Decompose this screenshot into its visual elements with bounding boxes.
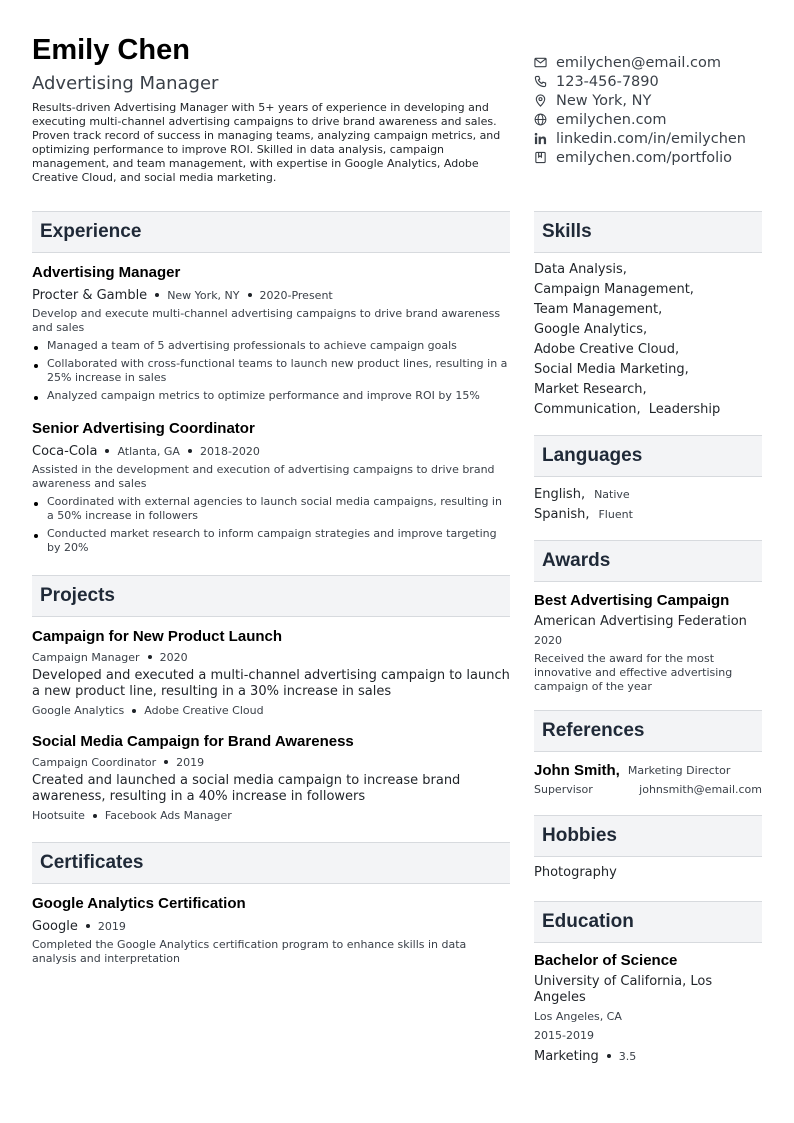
reference-name: John Smith, — [534, 762, 620, 779]
contact-email[interactable] — [534, 53, 789, 72]
certificate-year: 2019 — [97, 919, 126, 933]
project-tool: Hootsuite — [32, 809, 85, 822]
list-item: Analyzed campaign metrics to optimize performance and improve ROI by 15% — [32, 389, 510, 403]
separator-dot — [155, 293, 159, 297]
project-title: Social Media Campaign for Brand Awareness — [32, 733, 354, 750]
contact-info — [534, 53, 789, 167]
separator-dot — [164, 760, 168, 764]
references-heading: References — [534, 710, 762, 752]
project-entry — [32, 628, 510, 718]
project-tool: Google Analytics — [32, 704, 125, 717]
language-name: English, — [534, 486, 586, 502]
education-heading: Education — [534, 901, 762, 943]
language-level: Fluent — [598, 507, 633, 521]
project-role: Campaign Coordinator — [32, 755, 157, 769]
experience-entry — [32, 420, 510, 555]
languages-list — [534, 484, 762, 524]
award-organization: American Advertising Federation — [534, 614, 747, 629]
project-tool: Facebook Ads Manager — [104, 809, 232, 822]
location-text: New York, NY — [556, 92, 652, 109]
award-description: Received the award for the most innovative and effective advertising campaign of the year — [534, 652, 733, 693]
project-year: 2020 — [159, 650, 188, 664]
job-summary: Assisted in the development and execution of advertising campaigns to drive brand awareness and sales — [32, 463, 495, 490]
education-location: Los Angeles, CA — [534, 1010, 622, 1023]
award-year: 2020 — [534, 634, 562, 647]
award-title: Best Advertising Campaign — [534, 592, 730, 609]
skills-heading: Skills — [534, 211, 762, 253]
separator-dot — [132, 709, 136, 713]
certificate-title: Google Analytics Certification — [32, 895, 246, 912]
job-company: Procter & Gamble — [32, 287, 148, 303]
job-location: New York, NY — [167, 288, 240, 302]
side-column — [534, 211, 762, 1065]
list-item: Conducted market research to inform campaign strategies and improve targeting by 20% — [32, 527, 510, 555]
reference-relation: Supervisor — [534, 783, 593, 796]
certificate-description: Completed the Google Analytics certification program to enhance skills in data analysis and interpretation — [32, 938, 467, 965]
job-company: Coca-Cola — [32, 443, 98, 459]
list-item: Collaborated with cross-functional teams to launch new product lines, resulting in a 25% increase in sales — [32, 357, 510, 385]
separator-dot — [105, 449, 109, 453]
separator-dot — [148, 655, 152, 659]
project-tool: Adobe Creative Cloud — [144, 704, 264, 717]
list-item: Coordinated with external agencies to launch social media campaigns, resulting in a 50% increase in followers — [32, 495, 510, 523]
job-summary: Develop and execute multi-channel advertising campaigns to drive brand awareness and sales — [32, 307, 501, 334]
project-role: Campaign Manager — [32, 650, 140, 664]
skill-item: Campaign Management, — [534, 282, 694, 297]
separator-dot — [248, 293, 252, 297]
header — [32, 34, 512, 185]
skills-list — [534, 260, 762, 420]
skill-item: Social Media Marketing, — [534, 362, 689, 377]
education-gpa: 3.5 — [618, 1049, 637, 1063]
contact-location — [534, 91, 789, 110]
linkedin-text: linkedin.com/in/emilychen — [556, 130, 746, 147]
website-text: emilychen.com — [556, 111, 667, 128]
reference-entry — [534, 761, 762, 797]
skill-item: Team Management, — [534, 302, 663, 317]
project-description: Developed and executed a multi-channel advertising campaign to launch a new product line, resulting in a 30% increase in sales — [32, 668, 510, 699]
location-pin-icon — [534, 94, 547, 107]
skill-item: Communication, — [534, 402, 641, 417]
reference-email[interactable]: johnsmith@email.com — [639, 783, 762, 796]
job-title: Advertising Manager — [32, 264, 181, 281]
certificate-entry — [32, 895, 510, 966]
project-entry — [32, 733, 510, 823]
professional-summary: Results-driven Advertising Manager with 5+ years of experience in developing and executing multi-channel advertising campaigns to drive brand awareness and sales. Proven track record of success in managing teams, analyzing campaign metrics, and optimizing performance to improve ROI. Skilled in data analysis, campaign management, and team management, with expertise in Google Analytics, Adobe Creative Cloud, and social media marketing. — [32, 101, 501, 184]
separator-dot — [93, 814, 97, 818]
languages-heading: Languages — [534, 435, 762, 477]
education-dates: 2015-2019 — [534, 1029, 594, 1042]
separator-dot — [607, 1054, 611, 1058]
skill-item: Adobe Creative Cloud, — [534, 342, 680, 357]
globe-icon — [534, 113, 547, 126]
separator-dot — [188, 449, 192, 453]
separator-dot — [86, 924, 90, 928]
portfolio-text: emilychen.com/portfolio — [556, 149, 733, 166]
job-dates: 2018-2020 — [199, 444, 260, 458]
skill-item: Market Research, — [534, 382, 647, 397]
mail-icon — [534, 56, 547, 69]
skill-item: Data Analysis, — [534, 262, 627, 277]
job-bullets — [32, 495, 510, 555]
linkedin-icon — [534, 132, 547, 145]
project-year: 2019 — [176, 755, 205, 769]
job-title: Senior Advertising Coordinator — [32, 420, 255, 437]
projects-heading: Projects — [32, 575, 510, 617]
experience-entry — [32, 264, 510, 403]
language-item — [534, 504, 762, 524]
education-school: University of California, Los Angeles — [534, 974, 713, 1005]
contact-portfolio[interactable] — [534, 148, 789, 167]
contact-linkedin[interactable] — [534, 129, 789, 148]
skill-item: Google Analytics, — [534, 322, 648, 337]
candidate-name: Emily Chen — [32, 34, 190, 66]
email-text: emilychen@email.com — [556, 54, 722, 71]
contact-phone[interactable] — [534, 72, 789, 91]
main-column — [32, 211, 510, 966]
certificates-heading: Certificates — [32, 842, 510, 884]
phone-icon — [534, 75, 547, 88]
education-degree: Bachelor of Science — [534, 952, 678, 969]
certificate-issuer: Google — [32, 918, 78, 934]
project-title: Campaign for New Product Launch — [32, 628, 283, 645]
candidate-role: Advertising Manager — [32, 73, 219, 94]
skill-item: Leadership — [648, 402, 721, 417]
list-item: Managed a team of 5 advertising professionals to achieve campaign goals — [32, 339, 510, 353]
job-location: Atlanta, GA — [117, 444, 180, 458]
language-item — [534, 484, 762, 504]
project-description: Created and launched a social media campaign to increase brand awareness, resulting in a 40% increase in followers — [32, 773, 461, 804]
contact-website[interactable] — [534, 110, 789, 129]
awards-heading: Awards — [534, 540, 762, 582]
reference-position: Marketing Director — [627, 764, 731, 777]
hobby-item: Photography — [534, 865, 617, 880]
phone-text: 123-456-7890 — [556, 73, 659, 90]
language-level: Native — [594, 487, 630, 501]
education-field: Marketing — [534, 1048, 599, 1064]
experience-heading: Experience — [32, 211, 510, 253]
education-entry — [534, 952, 762, 1065]
job-bullets — [32, 339, 510, 403]
job-dates: 2020-Present — [259, 288, 333, 302]
award-entry — [534, 592, 762, 694]
bookmark-icon — [534, 151, 547, 164]
language-name: Spanish, — [534, 506, 590, 522]
hobbies-heading: Hobbies — [534, 815, 762, 857]
